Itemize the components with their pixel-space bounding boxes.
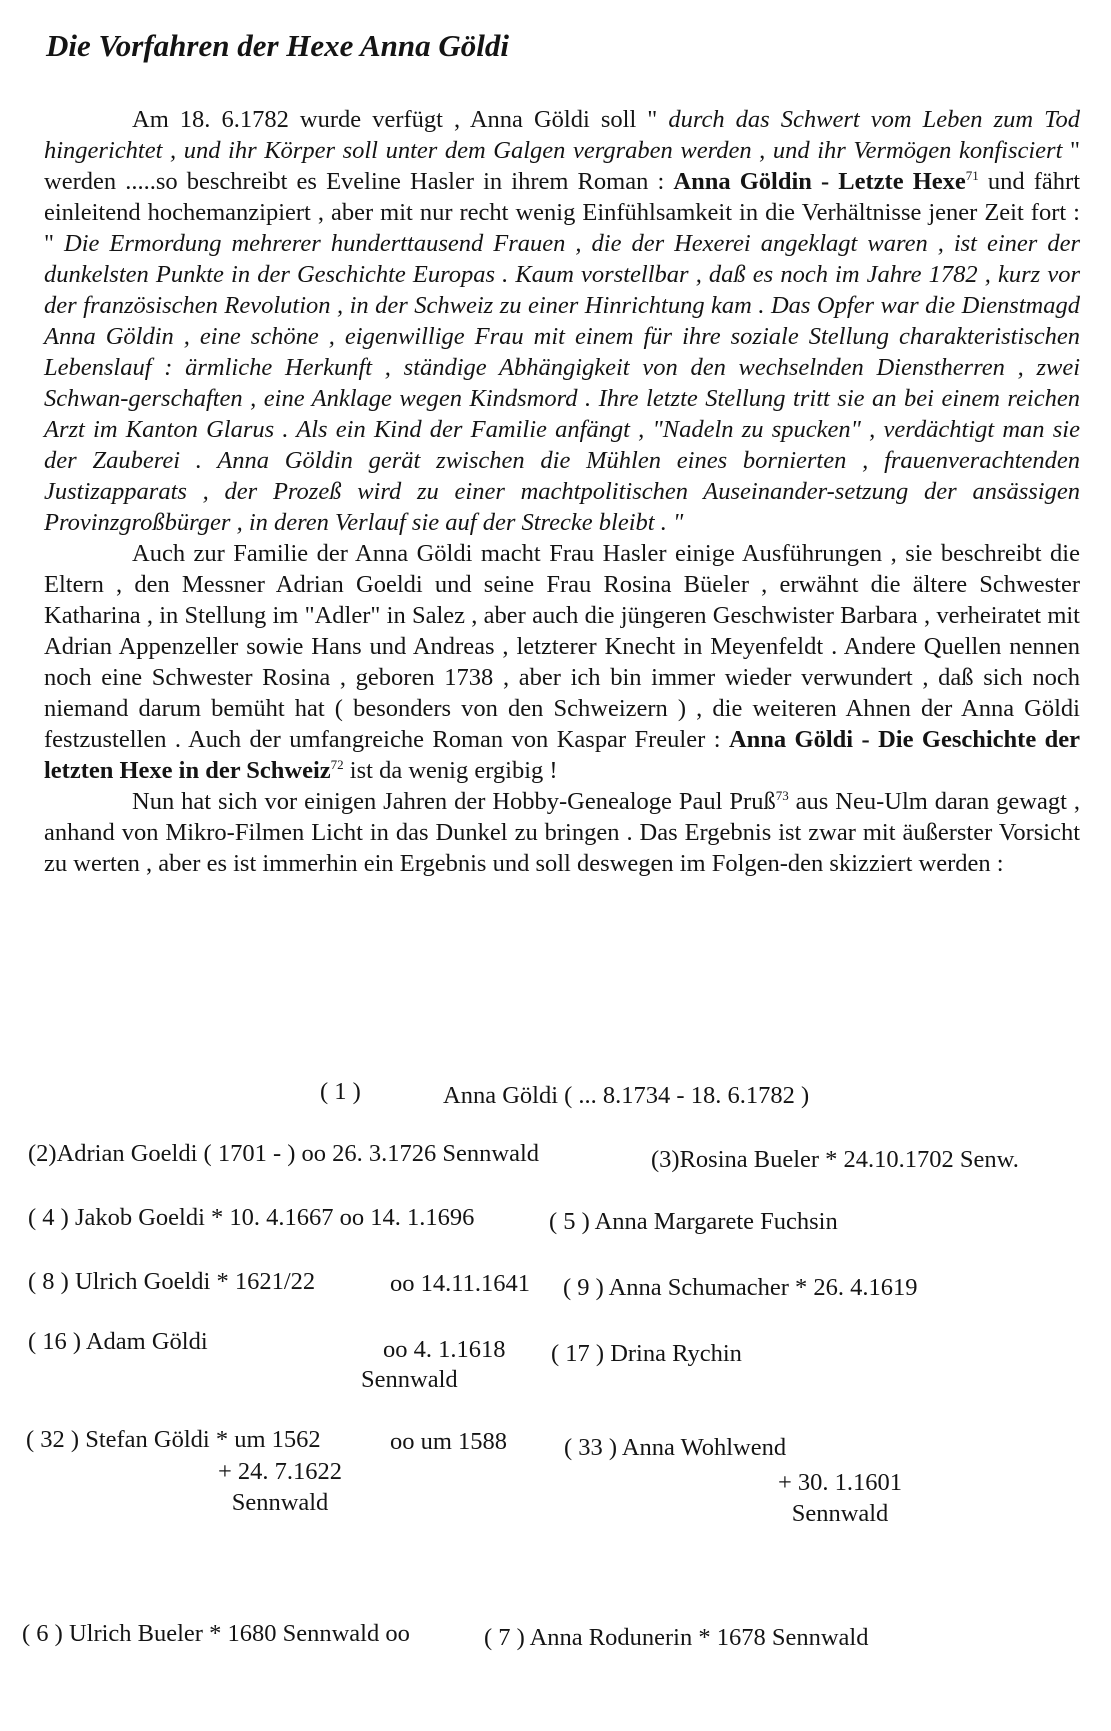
gen1-number: ( 1 ) (320, 1078, 361, 1105)
gen32-father-place: Sennwald (231, 1489, 329, 1516)
paragraph-text: " werden .....so beschreibt es Eveline Hasler in ihrem Roman : (44, 137, 1080, 195)
document-title: Die Vorfahren der Hexe Anna Göldi (46, 28, 510, 63)
paragraph-text: Am 18. 6.1782 wurde verfügt , Anna Göldi soll " (132, 106, 669, 133)
paragraph-text: Nun hat sich vor einigen Jahren der Hobby-Genealoge Paul Pruß (132, 788, 776, 815)
gen16-mother: ( 17 ) Drina Rychin (551, 1340, 742, 1367)
gen32-mother: ( 33 ) Anna Wohlwend (564, 1434, 787, 1461)
gen32-father: ( 32 ) Stefan Göldi * um 1562 (26, 1426, 321, 1453)
gen8-mother: ( 9 ) Anna Schumacher * 26. 4.1619 (563, 1274, 918, 1301)
gen32-father-death: + 24. 7.1622 (217, 1458, 343, 1485)
gen32-mother-place: Sennwald (791, 1500, 889, 1527)
footnote-ref: 72 (330, 756, 344, 772)
verdict-quote: durch das Schwert vom Leben zum Tod hingerichtet , und ihr Körper soll unter dem Galgen vergraben werden , und ihr Vermögen konfisciert (44, 106, 1080, 164)
footnote-ref: 71 (965, 167, 979, 183)
gen16-place: Sennwald (361, 1366, 458, 1393)
footnote-ref: 73 (775, 787, 789, 803)
gen4-father: ( 4 ) Jakob Goeldi * 10. 4.1667 oo 14. 1.1696 (28, 1204, 475, 1231)
book-title: Anna Göldin - Letzte Hexe (673, 168, 966, 195)
paragraph-text: ist da wenig ergibig ! (343, 757, 558, 784)
gen8-marriage: oo 14.11.1641 (390, 1270, 530, 1297)
gen4-mother: ( 5 ) Anna Margarete Fuchsin (549, 1208, 838, 1235)
gen8-father: ( 8 ) Ulrich Goeldi * 1621/22 (28, 1268, 316, 1295)
paragraph-text: und fährt einleitend hochemanzipiert , aber mit nur recht wenig Einfühlsamkeit in die Verhältnisse jener Zeit fort : " (44, 168, 1080, 257)
paragraph-text: Auch zur Familie der Anna Göldi macht Frau Hasler einige Ausführungen , sie beschreibt die Eltern , den Messner Adrian Goeldi und seine Frau Rosina Büeler , erwähnt die ältere Schwester Katharina , in Stellung im "Adler" in Salez , aber auch die jüngeren Geschwister Barbara , verheiratet mit Adrian Appenzeller sowie Hans und Andreas , letzterer Knecht in Meyenfeldt . Andere Quellen nennen noch eine Schwester Rosina , geboren 1738 , aber ich bin immer wieder verwundert , daß sich noch niemand darum bemüht hat ( besonders von den Schweizern ) , die weiteren Ahnen der Anna Göldi festzustellen . Auch der umfangreiche Roman von Kaspar Freuler : (44, 540, 1080, 753)
gen1-name: Anna Göldi ( ... 8.1734 - 18. 6.1782 ) (443, 1082, 810, 1109)
gen32-marriage: oo um 1588 (390, 1428, 508, 1455)
gen16-father: ( 16 ) Adam Göldi (28, 1328, 208, 1355)
book-title: Anna Göldi - Die Geschichte der letzten Hexe in der Schweiz (44, 726, 1080, 784)
gen6-mother: ( 7 ) Anna Rodunerin * 1678 Sennwald (484, 1624, 869, 1651)
gen32-mother-death: + 30. 1.1601 (777, 1469, 903, 1496)
gen2-mother: (3)Rosina Bueler * 24.10.1702 Senw. (651, 1146, 1019, 1173)
novel-quote: Die Ermordung mehrerer hunderttausend Frauen , die der Hexerei angeklagt waren , ist einer der dunkelsten Punkte in der Geschichte Europas . Kaum vorstellbar , daß es noch im Jahre 1782 , kurz vor der französischen Revolution , in der Schweiz zu einer Hinrichtung kam . Das Opfer war die Dienstmagd Anna Göldin , eine schöne , eigenwillige Frau mit einem für ihre soziale Stellung charakteristischen Lebenslauf : ärmliche Herkunft , ständige Abhängigkeit von den wechselnden Dienstherren , zwei Schwan-gerschaften , eine Anklage wegen Kindsmord . Ihre letzte Stellung tritt sie an bei einem reichen Arzt im Kanton Glarus . Als ein Kind der Familie anfängt , "Nadeln zu spucken" , verdächtigt man sie der Zauberei . Anna Göldin gerät zwischen die Mühlen eines bornierten , frauenverachtenden Justizapparats , der Prozeß wird zu einer machtpolitischen Auseinander-setzung der ansässigen Provinzgroßbürger , in deren Verlauf sie auf der Strecke bleibt . " (44, 230, 1080, 536)
gen6-father: ( 6 ) Ulrich Bueler * 1680 Sennwald oo (22, 1620, 410, 1647)
gen2-father: (2)Adrian Goeldi ( 1701 - ) oo 26. 3.1726 Sennwald (28, 1140, 540, 1167)
gen16-marriage: oo 4. 1.1618 (383, 1336, 506, 1363)
paragraph-text: aus Neu-Ulm daran gewagt , anhand von Mikro-Filmen Licht in das Dunkel zu bringen . Das Ergebnis ist zwar mit äußerster Vorsicht zu werten , aber es ist immerhin ein Ergebnis und soll deswegen im Folgen-den skizziert werden : (44, 788, 1080, 877)
